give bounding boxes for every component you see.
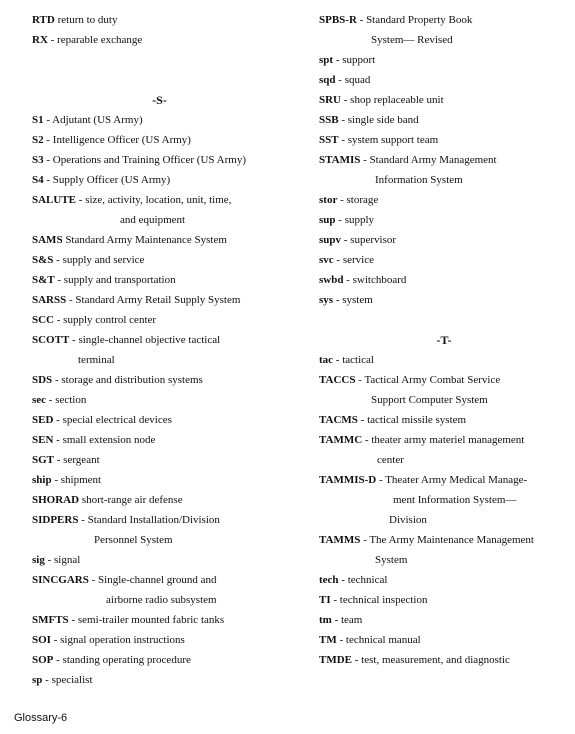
glossary-entry bbox=[319, 90, 569, 110]
glossary-entry bbox=[32, 490, 287, 510]
glossary-term: SOI bbox=[32, 634, 51, 646]
glossary-definition: - shipment bbox=[51, 474, 102, 486]
glossary-left-column bbox=[32, 10, 287, 690]
glossary-term: SARSS bbox=[32, 294, 67, 306]
glossary-definition: - supply and service bbox=[53, 254, 145, 266]
glossary-term: SDS bbox=[32, 374, 53, 386]
glossary-entry-continuation: and equipment bbox=[120, 214, 186, 226]
blank-line bbox=[32, 70, 287, 90]
glossary-definition: - theater army materiel management bbox=[362, 434, 525, 446]
glossary-definition: - Adjutant (US Army) bbox=[43, 114, 143, 126]
glossary-definition: - Supply Officer (US Army) bbox=[43, 174, 171, 186]
glossary-definition: - storage bbox=[337, 194, 379, 206]
glossary-definition: - supervisor bbox=[341, 234, 397, 246]
glossary-entry bbox=[319, 70, 569, 90]
glossary-definition: - Intelligence Officer (US Army) bbox=[43, 134, 191, 146]
section-letter-heading: -S- bbox=[152, 93, 167, 107]
glossary-entry bbox=[319, 610, 569, 630]
glossary-definition: - tactical bbox=[333, 354, 374, 366]
glossary-entry bbox=[32, 110, 287, 130]
glossary-entry bbox=[32, 230, 287, 250]
blank-line bbox=[32, 50, 287, 70]
glossary-term: SALUTE bbox=[32, 194, 77, 206]
glossary-definition: - Tactical Army Combat Service bbox=[355, 374, 501, 386]
glossary-entry bbox=[319, 430, 569, 450]
glossary-entry-continuation: center bbox=[377, 454, 404, 466]
glossary-entry bbox=[32, 290, 287, 310]
glossary-definition: - storage and distribution systems bbox=[52, 374, 203, 386]
glossary-definition: - system bbox=[333, 294, 373, 306]
glossary-entry-continuation: System— Revised bbox=[371, 34, 453, 46]
glossary-definition: - supply bbox=[335, 214, 375, 226]
glossary-term: sys bbox=[319, 294, 334, 306]
glossary-entry-continuation: Information System bbox=[375, 174, 463, 186]
glossary-entry bbox=[319, 410, 569, 430]
glossary-definition: - size, activity, location, unit, time, bbox=[76, 194, 232, 206]
glossary-term: SEN bbox=[32, 434, 54, 446]
glossary-term: SOP bbox=[32, 654, 54, 666]
glossary-definition: - small extension node bbox=[53, 434, 156, 446]
glossary-definition: - signal bbox=[44, 554, 81, 566]
glossary-term: SIDPERS bbox=[32, 514, 79, 526]
glossary-entry bbox=[32, 250, 287, 270]
glossary-term: TI bbox=[319, 594, 331, 606]
glossary-definition: short-range air defense bbox=[79, 494, 183, 506]
glossary-definition: Standard Army Maintenance System bbox=[62, 234, 227, 246]
glossary-entry bbox=[32, 390, 287, 410]
glossary-entry bbox=[319, 130, 569, 150]
glossary-entry bbox=[32, 410, 287, 430]
glossary-term: SGT bbox=[32, 454, 55, 466]
glossary-term: S1 bbox=[32, 114, 44, 126]
glossary-definition: - technical inspection bbox=[330, 594, 428, 606]
glossary-entry bbox=[319, 570, 569, 590]
glossary-definition: - system support team bbox=[338, 134, 439, 146]
glossary-right-column bbox=[319, 10, 569, 670]
glossary-definition: - service bbox=[333, 254, 374, 266]
page-footer: Glossary-6 bbox=[14, 712, 68, 724]
glossary-definition: - Standard Army Management bbox=[360, 154, 497, 166]
glossary-term: SST bbox=[319, 134, 339, 146]
glossary-entry-continuation: airborne radio subsystem bbox=[106, 594, 217, 606]
glossary-term: SED bbox=[32, 414, 54, 426]
glossary-entry-continuation: Personnel System bbox=[94, 534, 173, 546]
glossary-term: STAMIS bbox=[319, 154, 361, 166]
glossary-term: SPBS-R bbox=[319, 14, 357, 26]
glossary-entry bbox=[319, 590, 569, 610]
glossary-entry bbox=[32, 130, 287, 150]
blank-line bbox=[319, 310, 569, 330]
glossary-term: sig bbox=[32, 554, 45, 566]
glossary-entry bbox=[32, 30, 287, 50]
glossary-definition: - single side band bbox=[338, 114, 419, 126]
glossary-entry-continuation: ment Information System— bbox=[393, 494, 517, 506]
glossary-entry bbox=[32, 550, 287, 570]
glossary-term: TM bbox=[319, 634, 337, 646]
glossary-term: TMDE bbox=[319, 654, 352, 666]
glossary-definition: - single-channel objective tactical bbox=[69, 334, 221, 346]
glossary-entry bbox=[32, 450, 287, 470]
glossary-entry bbox=[32, 430, 287, 450]
glossary-term: SSB bbox=[319, 114, 339, 126]
glossary-term: S&T bbox=[32, 274, 55, 286]
glossary-term: swbd bbox=[319, 274, 344, 286]
glossary-term: SMFTS bbox=[32, 614, 69, 626]
glossary-entry bbox=[319, 210, 569, 230]
glossary-entry-continuation: System bbox=[375, 554, 408, 566]
glossary-term: tech bbox=[319, 574, 339, 586]
glossary-entry bbox=[319, 150, 569, 170]
glossary-entry bbox=[32, 310, 287, 330]
glossary-definition: - technical manual bbox=[336, 634, 421, 646]
glossary-definition: - section bbox=[46, 394, 87, 406]
glossary-term: S4 bbox=[32, 174, 44, 186]
glossary-entry bbox=[319, 270, 569, 290]
glossary-entry bbox=[32, 270, 287, 290]
glossary-entry-continuation: Support Computer System bbox=[371, 394, 488, 406]
glossary-entry bbox=[319, 50, 569, 70]
glossary-entry bbox=[32, 10, 287, 30]
glossary-definition: - Theater Army Medical Manage- bbox=[376, 474, 528, 486]
glossary-definition: - special electrical devices bbox=[53, 414, 172, 426]
glossary-term: sec bbox=[32, 394, 47, 406]
glossary-entry bbox=[32, 170, 287, 190]
glossary-term: RTD bbox=[32, 14, 55, 26]
glossary-term: supv bbox=[319, 234, 342, 246]
glossary-term: sp bbox=[32, 674, 43, 686]
glossary-term: sup bbox=[319, 214, 336, 226]
glossary-definition: - team bbox=[331, 614, 363, 626]
glossary-definition: - signal operation instructions bbox=[50, 634, 185, 646]
glossary-definition: - standing operating procedure bbox=[53, 654, 191, 666]
glossary-entry bbox=[319, 10, 569, 30]
glossary-definition: - switchboard bbox=[343, 274, 407, 286]
section-letter-heading: -T- bbox=[436, 333, 452, 347]
glossary-entry-continuation: Division bbox=[389, 514, 427, 526]
glossary-term: S3 bbox=[32, 154, 44, 166]
glossary-term: tac bbox=[319, 354, 334, 366]
glossary-definition: - Standard Army Retail Supply System bbox=[66, 294, 241, 306]
glossary-definition: - support bbox=[333, 54, 376, 66]
glossary-term: S&S bbox=[32, 254, 54, 266]
glossary-entry bbox=[32, 630, 287, 650]
glossary-definition: - tactical missile system bbox=[357, 414, 467, 426]
glossary-definition: return to duty bbox=[54, 14, 118, 26]
glossary-term: RX bbox=[32, 34, 48, 46]
glossary-term: ship bbox=[32, 474, 52, 486]
glossary-term: S2 bbox=[32, 134, 44, 146]
glossary-entry bbox=[32, 470, 287, 490]
glossary-definition: - supply and transportation bbox=[54, 274, 176, 286]
glossary-entry bbox=[319, 350, 569, 370]
glossary-definition: - shop replaceable unit bbox=[341, 94, 444, 106]
glossary-entry bbox=[319, 250, 569, 270]
glossary-definition: - sergeant bbox=[54, 454, 100, 466]
glossary-entry bbox=[319, 110, 569, 130]
glossary-entry bbox=[32, 150, 287, 170]
glossary-definition: - reparable exchange bbox=[47, 34, 143, 46]
glossary-entry bbox=[32, 510, 287, 530]
glossary-entry bbox=[319, 650, 569, 670]
glossary-entry bbox=[319, 290, 569, 310]
glossary-term: TAMMC bbox=[319, 434, 363, 446]
glossary-definition: - Single-channel ground and bbox=[88, 574, 217, 586]
glossary-definition: - semi-trailer mounted fabric tanks bbox=[68, 614, 225, 626]
glossary-entry-continuation: terminal bbox=[78, 354, 115, 366]
glossary-term: tm bbox=[319, 614, 332, 626]
glossary-entry bbox=[319, 190, 569, 210]
glossary-definition: - Operations and Training Officer (US Army) bbox=[43, 154, 246, 166]
glossary-term: TACMS bbox=[319, 414, 358, 426]
glossary-term: svc bbox=[319, 254, 334, 266]
glossary-term: SCC bbox=[32, 314, 55, 326]
glossary-definition: - squad bbox=[335, 74, 371, 86]
glossary-entry bbox=[32, 330, 287, 350]
glossary-definition: - Standard Property Book bbox=[356, 14, 473, 26]
glossary-term: SHORAD bbox=[32, 494, 80, 506]
glossary-term: SRU bbox=[319, 94, 342, 106]
glossary-definition: - test, measurement, and diagnostic bbox=[352, 654, 510, 666]
glossary-entry bbox=[32, 610, 287, 630]
glossary-entry bbox=[32, 650, 287, 670]
glossary-entry bbox=[32, 370, 287, 390]
glossary-entry bbox=[32, 670, 287, 690]
glossary-entry bbox=[32, 570, 287, 590]
glossary-term: SAMS bbox=[32, 234, 63, 246]
glossary-entry bbox=[319, 370, 569, 390]
glossary-term: SINCGARS bbox=[32, 574, 89, 586]
glossary-term: SCOTT bbox=[32, 334, 70, 346]
glossary-term: TACCS bbox=[319, 374, 356, 386]
glossary-entry bbox=[319, 470, 569, 490]
glossary-definition: - Standard Installation/Division bbox=[78, 514, 220, 526]
glossary-entry bbox=[32, 190, 287, 210]
glossary-entry bbox=[319, 230, 569, 250]
glossary-term: sqd bbox=[319, 74, 336, 86]
glossary-entry bbox=[319, 530, 569, 550]
glossary-definition: - supply control center bbox=[54, 314, 157, 326]
glossary-term: stor bbox=[319, 194, 338, 206]
glossary-definition: - specialist bbox=[42, 674, 93, 686]
glossary-term: spt bbox=[319, 54, 334, 66]
glossary-term: TAMMS bbox=[319, 534, 361, 546]
glossary-entry bbox=[319, 630, 569, 650]
glossary-definition: - The Army Maintenance Management bbox=[360, 534, 534, 546]
glossary-definition: - technical bbox=[338, 574, 388, 586]
glossary-term: TAMMIS-D bbox=[319, 474, 377, 486]
